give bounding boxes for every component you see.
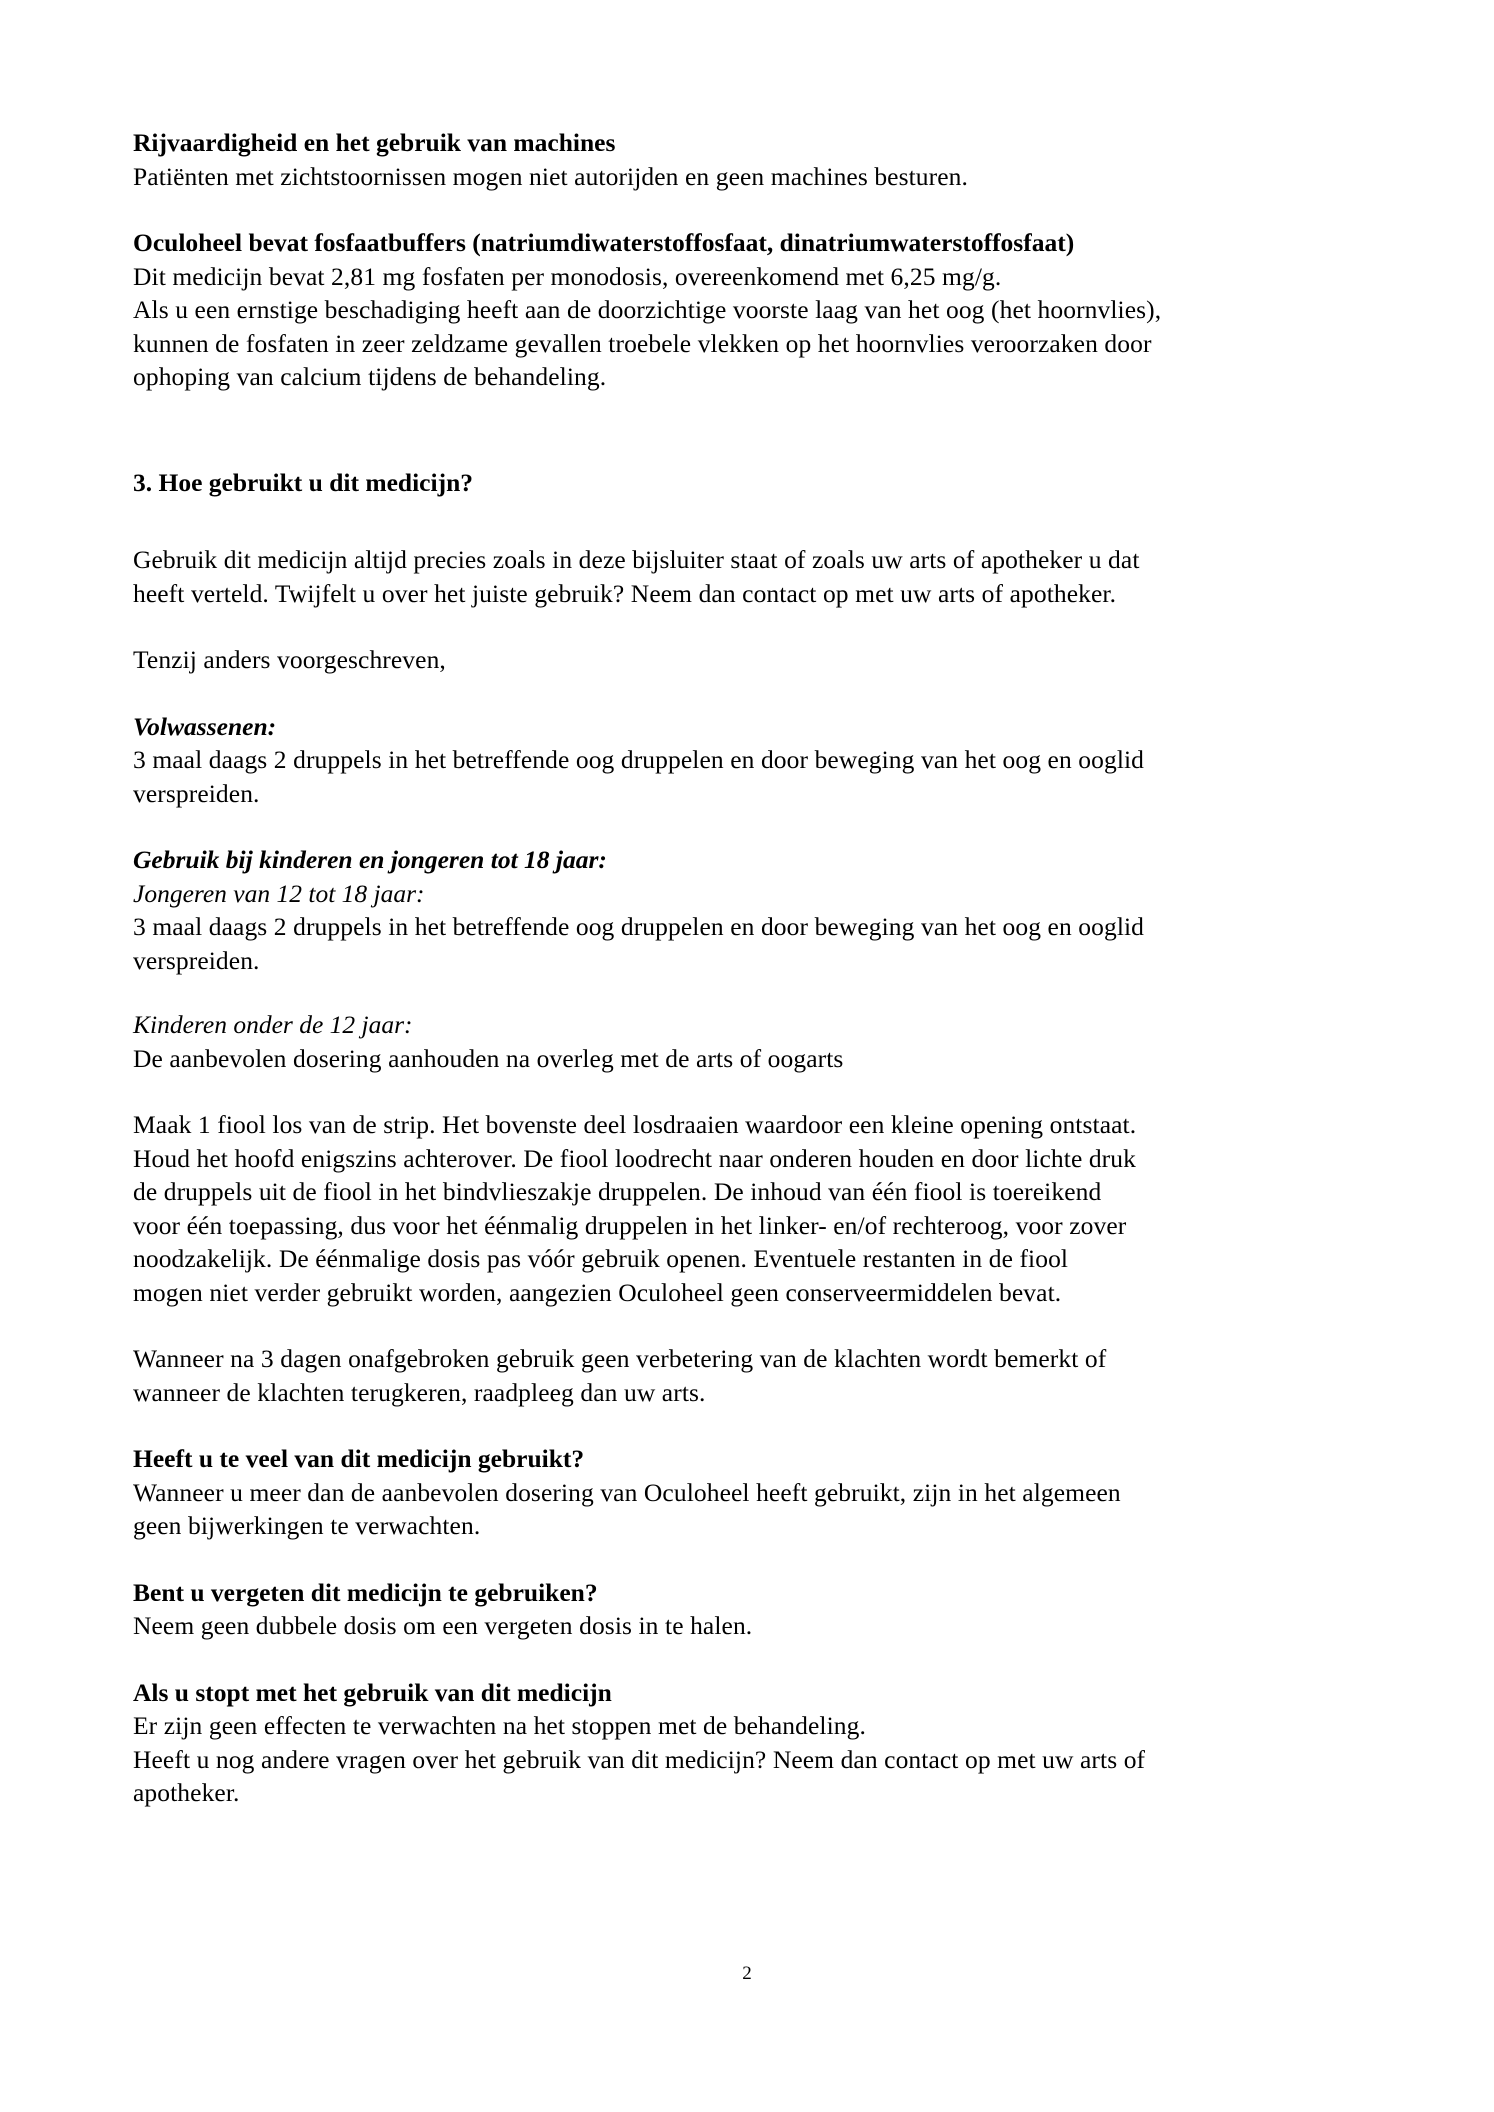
section-3 xyxy=(133,466,1253,1810)
adults-body xyxy=(133,743,1253,810)
text-line: De aanbevolen dosering aanhouden na overleg met de arts of oogarts xyxy=(133,1043,844,1073)
section-3-intro xyxy=(133,543,1253,610)
subsection-missed-dose xyxy=(133,1576,1253,1643)
page-number: 2 xyxy=(742,1963,752,1984)
driving-heading: Rijvaardigheid en het gebruik van machines xyxy=(133,128,616,157)
section-phosphate-buffers xyxy=(133,226,1253,394)
spacer xyxy=(133,1543,1253,1576)
text-line: geen bijwerkingen te verwachten. xyxy=(133,1511,481,1540)
text-line: apotheker. xyxy=(133,1778,240,1807)
text-line: wanneer de klachten terugkeren, raadpleeg dan uw arts. xyxy=(133,1377,706,1407)
text-line: 3 maal daags 2 druppels in het betreffende oog druppelen en door beweging van het oog en ooglid xyxy=(133,745,1145,774)
no-improvement-note xyxy=(133,1342,1253,1409)
subsection-children xyxy=(133,843,1253,1075)
subsection-adults xyxy=(133,710,1253,811)
text-line: 3 maal daags 2 druppels in het betreffende oog druppelen en door beweging van het oog en ooglid xyxy=(133,912,1145,941)
spacer xyxy=(133,499,1253,543)
under12-body xyxy=(133,1042,1253,1076)
text-line: voor één toepassing, dus voor het éénmalig druppelen in het linker- en/of rechteroog, voor zover xyxy=(133,1210,1127,1240)
text-line: ophoping van calcium tijdens de behandeling. xyxy=(133,362,607,391)
spacer xyxy=(133,193,1253,226)
text-line: heeft verteld. Twijfelt u over het juiste gebruik? Neem dan contact op met uw arts of apotheker. xyxy=(133,578,1117,608)
text-line: mogen niet verder gebruikt worden, aangezien Oculoheel geen conserveermiddelen bevat. xyxy=(133,1277,1062,1307)
teens-subheading: Jongeren van 12 tot 18 jaar: xyxy=(133,878,425,908)
usage-instructions xyxy=(133,1108,1253,1309)
spacer xyxy=(133,1309,1253,1342)
text-line: kunnen de fosfaten in zeer zeldzame gevallen troebele vlekken op het hoornvlies veroorzaken door xyxy=(133,328,1152,358)
driving-body xyxy=(133,160,1253,194)
unless-prescribed xyxy=(133,643,1253,677)
spacer xyxy=(133,394,1253,466)
section-3-heading: 3. Hoe gebruikt u dit medicijn? xyxy=(133,467,474,497)
spacer xyxy=(133,677,1253,710)
text-line: noodzakelijk. De éénmalige dosis pas vóór gebruik openen. Eventuele restanten in de fiool xyxy=(133,1244,1069,1273)
text-line: verspreiden. xyxy=(133,945,260,975)
spacer xyxy=(133,977,1253,1008)
text-line: de druppels uit de fiool in het bindvlieszakje druppelen. De inhoud van één fiool is toereikend xyxy=(133,1177,1102,1206)
text-line: Wanneer na 3 dagen onafgebroken gebruik geen verbetering van de klachten wordt bemerkt of xyxy=(133,1344,1107,1373)
teens-body xyxy=(133,910,1253,977)
text-line: Tenzij anders voorgeschreven, xyxy=(133,645,446,674)
text-line: Als u een ernstige beschadiging heeft aan de doorzichtige voorste laag van het oog (het hoornvlies), xyxy=(133,295,1162,324)
text-line: Er zijn geen effecten te verwachten na het stoppen met de behandeling. xyxy=(133,1711,866,1740)
stopping-heading: Als u stopt met het gebruik van dit medicijn xyxy=(133,1677,612,1707)
spacer xyxy=(133,1643,1253,1676)
under12-subheading: Kinderen onder de 12 jaar: xyxy=(133,1010,413,1039)
section-driving xyxy=(133,126,1253,193)
children-heading: Gebruik bij kinderen en jongeren tot 18 jaar: xyxy=(133,845,607,874)
text-line: verspreiden. xyxy=(133,778,260,808)
phosphate-heading: Oculoheel bevat fosfaatbuffers (natriumdiwaterstoffosfaat, dinatriumwaterstoffosfaat) xyxy=(133,228,1075,257)
spacer xyxy=(133,1409,1253,1442)
missed-dose-heading: Bent u vergeten dit medicijn te gebruiken? xyxy=(133,1577,598,1607)
phosphate-body xyxy=(133,260,1253,394)
overdose-body xyxy=(133,1476,1253,1543)
subsection-overdose xyxy=(133,1442,1253,1543)
overdose-heading: Heeft u te veel van dit medicijn gebruikt? xyxy=(133,1444,585,1473)
text-line: Gebruik dit medicijn altijd precies zoals in deze bijsluiter staat of zoals uw arts of apotheker u dat xyxy=(133,545,1140,574)
text-line: Dit medicijn bevat 2,81 mg fosfaten per monodosis, overeenkomend met 6,25 mg/g. xyxy=(133,261,1002,291)
text-line: Neem geen dubbele dosis om een vergeten dosis in te halen. xyxy=(133,1611,753,1640)
spacer xyxy=(133,1075,1253,1108)
text-line: Houd het hoofd enigszins achterover. De fiool loodrecht naar onderen houden en door lichte druk xyxy=(133,1143,1136,1173)
missed-dose-body xyxy=(133,1609,1253,1643)
text-line: Wanneer u meer dan de aanbevolen dosering van Oculoheel heeft gebruikt, zijn in het algemeen xyxy=(133,1477,1121,1507)
page-content xyxy=(133,126,1253,1810)
spacer xyxy=(133,810,1253,843)
spacer xyxy=(133,610,1253,643)
text-line: Maak 1 fiool los van de strip. Het bovenste deel losdraaien waardoor een kleine opening ontstaat. xyxy=(133,1110,1137,1139)
text-line: Heeft u nog andere vragen over het gebruik van dit medicijn? Neem dan contact op met uw arts of xyxy=(133,1744,1146,1774)
text-line: Patiënten met zichtstoornissen mogen niet autorijden en geen machines besturen. xyxy=(133,161,968,191)
subsection-stopping xyxy=(133,1676,1253,1810)
adults-heading: Volwassenen: xyxy=(133,711,277,741)
stopping-body xyxy=(133,1709,1253,1810)
